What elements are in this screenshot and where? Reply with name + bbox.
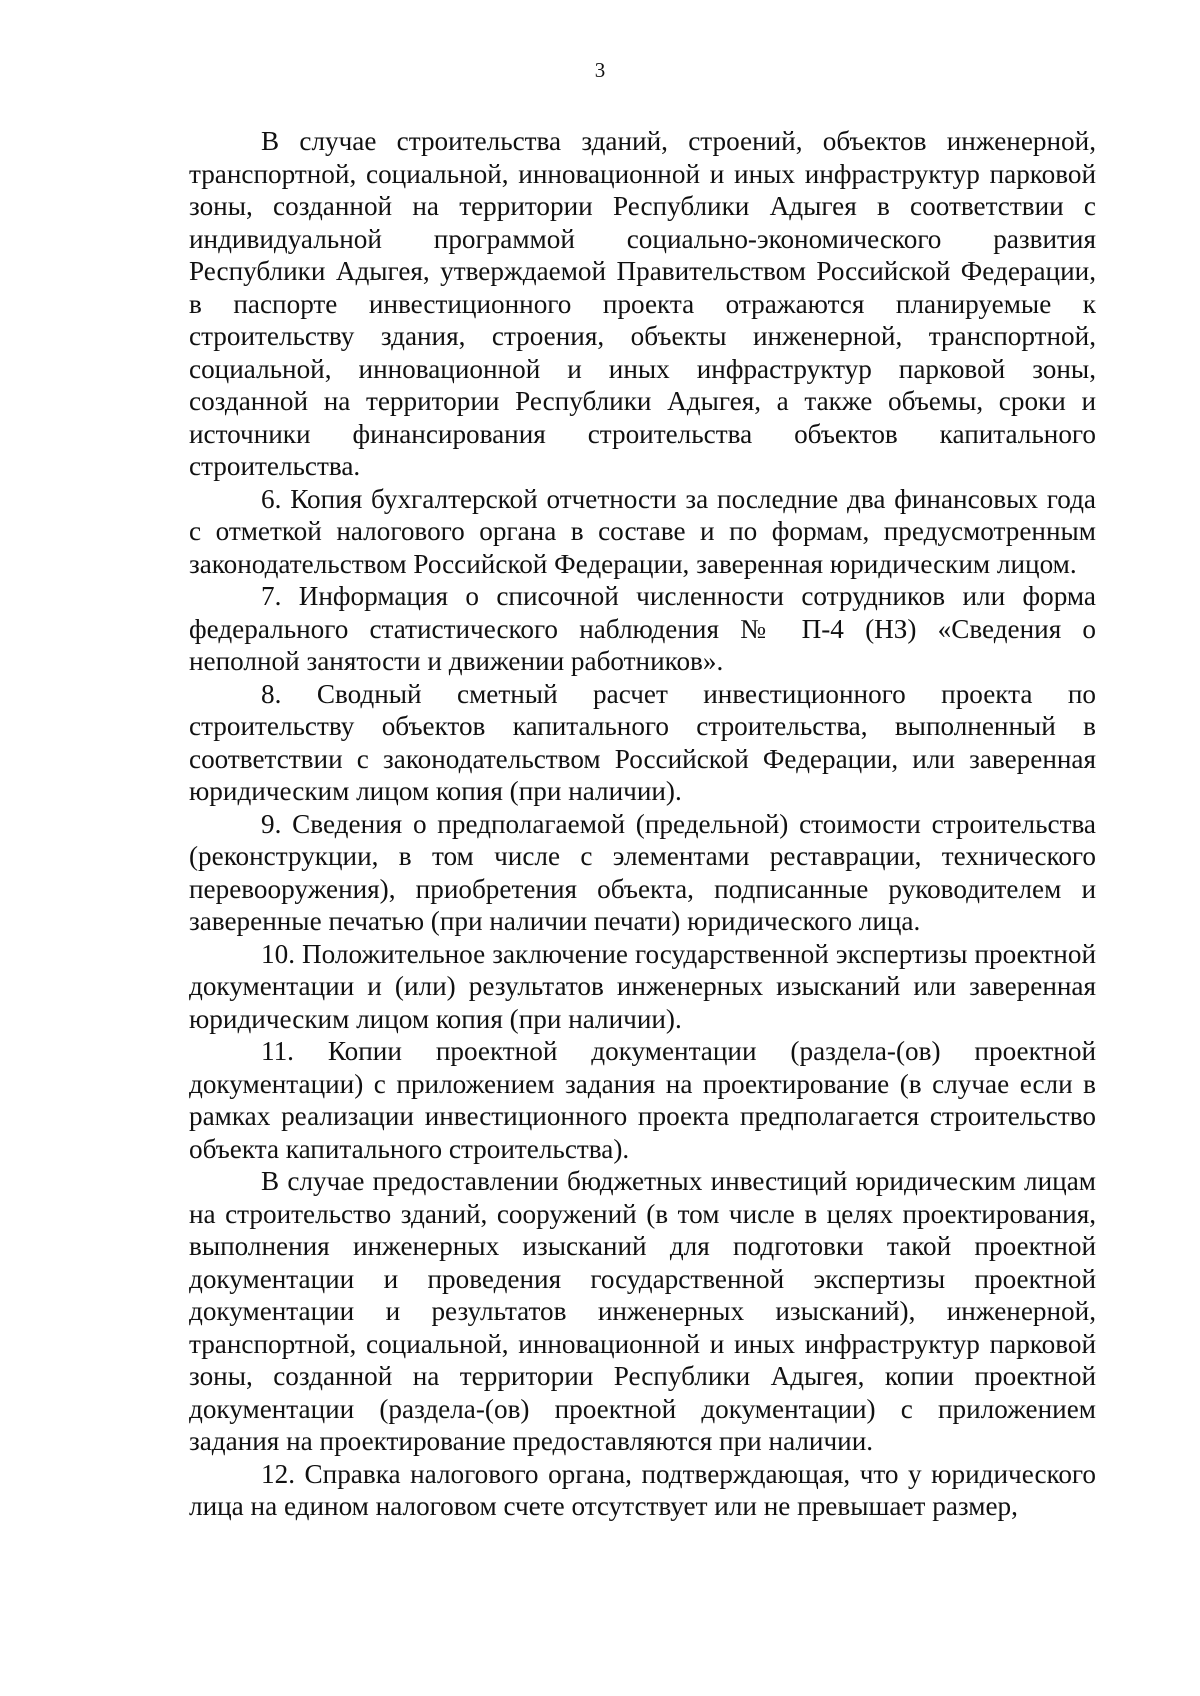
paragraph-item-9: 9. Сведения о предполагаемой (предельной) стоимости строительства (реконструкции, в том числе с элементами реставрации, технического перевооружения), приобретения объекта, подписанные руководителем и заверенные печатью (при наличии печати) юридического лица. bbox=[189, 808, 1096, 936]
paragraph-item-11: 11. Копии проектной документации (раздела-(ов) проектной документации) с приложением задания на проектирование (в случае если в рамках реализации инвестиционного проекта предполагается строительство объекта капитального строительства). bbox=[189, 1036, 1096, 1164]
paragraph-item-12: 12. Справка налогового органа, подтверждающая, что у юридического лица на едином налоговом счете отсутствует или не превышает размер, bbox=[189, 1458, 1096, 1521]
paragraph-budget-investments: В случае предоставлении бюджетных инвестиций юридическим лицам на строительство зданий, сооружений (в том числе в целях проектирования, выполнения инженерных изысканий для подготовки такой проектной документации и проведения государственной экспертизы проектной документации и результатов инженерных изысканий), инженерной, транспортной, социальной, инновационной и иных инфраструктур парковой зоны, созданной на территории Республики Адыгея, копии проектной документации (раздела-(ов) проектной документации) с приложением задания на проектирование предоставляются при наличии. bbox=[189, 1166, 1096, 1456]
paragraph-construction-case: В случае строительства зданий, строений, объектов инженерной, транспортной, социальной, инновационной и иных инфраструктур парковой зоны, созданной на территории Республики Адыгея в соответствии с индивидуальной программой социально-экономического развития Республики Адыгея, утверждаемой Правительством Российской Федерации, в паспорте инвестиционного проекта отражаются планируемые к строительству здания, строения, объекты инженерной, транспортной, социальной, инновационной и иных инфраструктур парковой зоны, созданной на территории Республики Адыгея, а также объемы, сроки и источники финансирования строительства объектов капитального строительства. bbox=[189, 126, 1096, 481]
paragraph-item-10: 10. Положительное заключение государственной экспертизы проектной документации и (или) результатов инженерных изысканий или заверенная юридическим лицом копия (при наличии). bbox=[189, 938, 1096, 1034]
paragraph-item-8: 8. Сводный сметный расчет инвестиционного проекта по строительству объектов капитального строительства, выполненный в соответствии с законодательством Российской Федерации, или заверенная юридическим лицом копия (при наличии). bbox=[189, 678, 1096, 806]
paragraph-item-6: 6. Копия бухгалтерской отчетности за последние два финансовых года с отметкой налогового органа в составе и по формам, предусмотренным законодательством Российской Федерации, заверенная юридическим лицом. bbox=[189, 483, 1096, 579]
paragraph-item-7: 7. Информация о списочной численности сотрудников или форма федерального статистического наблюдения № П-4 (НЗ) «Сведения о неполной занятости и движении работников». bbox=[189, 581, 1096, 676]
document-body bbox=[189, 125, 1096, 1523]
page-number: 3 bbox=[594, 58, 606, 82]
